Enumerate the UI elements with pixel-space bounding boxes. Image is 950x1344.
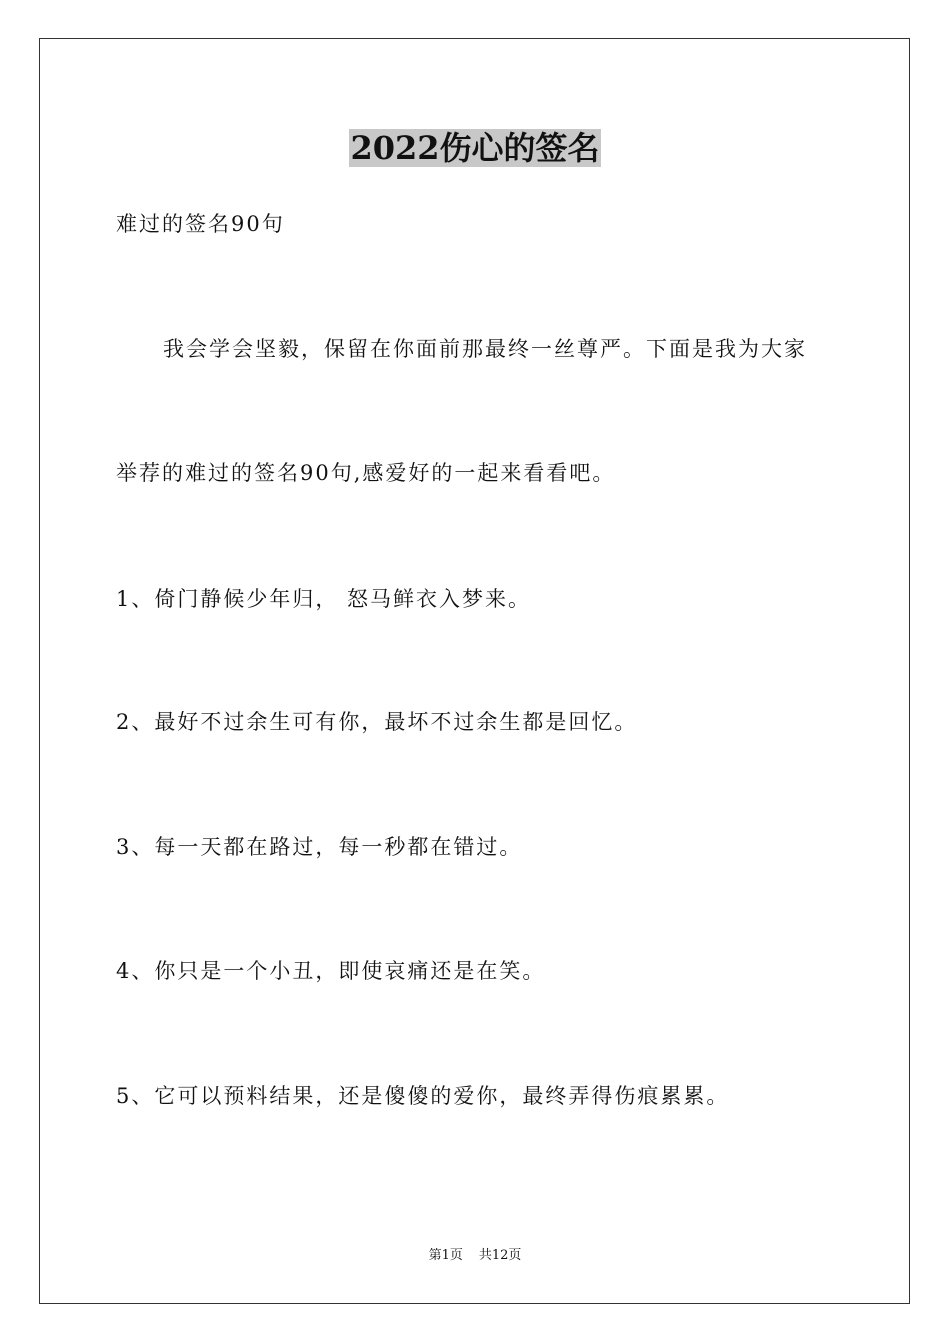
total-pages: 共12页 xyxy=(478,1248,522,1263)
intro-paragraph-line-2: 举荐的难过的签名90句,感爱好的一起来看看吧。 xyxy=(116,461,616,485)
list-item: 5、它可以预料结果，还是傻傻的爱你，最终弄得伤痕累累。 xyxy=(116,1084,730,1108)
page-number: 第1页 xyxy=(428,1248,463,1263)
document-title: 2022伤心的签名 xyxy=(350,129,600,167)
document-subtitle: 难过的签名90句 xyxy=(116,212,285,236)
list-item: 3、每一天都在路过，每一秒都在错过。 xyxy=(116,835,523,859)
page-footer xyxy=(0,1247,950,1265)
intro-paragraph-line-1: 我会学会坚毅，保留在你面前那最终一丝尊严。下面是我为大家 xyxy=(163,337,807,361)
document-title-container xyxy=(0,126,950,170)
list-item: 2、最好不过余生可有你，最坏不过余生都是回忆。 xyxy=(116,710,638,734)
list-item: 4、你只是一个小丑，即使哀痛还是在笑。 xyxy=(116,959,546,983)
list-item: 1、倚门静候少年归， 怒马鲜衣入梦来。 xyxy=(116,587,532,611)
